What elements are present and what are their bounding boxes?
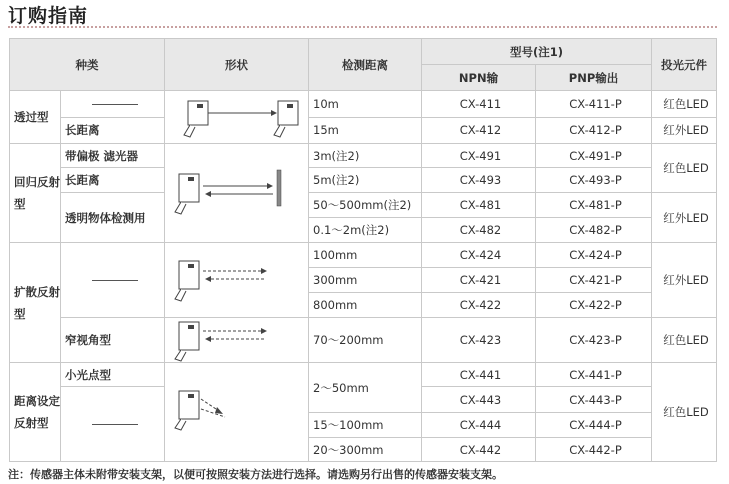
pnp-model: CX-482-P (536, 218, 652, 243)
distance-cell: 10m (309, 91, 422, 118)
emitter-cell: 红色LED (652, 91, 717, 118)
header-model: 型号(注1) (422, 39, 652, 65)
shape-through-illustration (165, 91, 309, 144)
distance-cell: 70～200mm (309, 318, 422, 363)
shape-diffuse-illustration (165, 243, 309, 318)
retro-reflective-diagram (169, 144, 309, 242)
header-type: 种类 (10, 39, 165, 91)
distance-cell: 2～50mm (309, 363, 422, 413)
diffuse-reflective-diagram (169, 243, 309, 317)
pnp-model: CX-421-P (536, 268, 652, 293)
header-shape: 形状 (165, 39, 309, 91)
npn-model: CX-443 (422, 387, 536, 413)
table-row (10, 193, 717, 218)
npn-model: CX-411 (422, 91, 536, 118)
table-row (10, 318, 717, 363)
category-retro: 回归反射型 (10, 144, 61, 243)
distance-cell: 100mm (309, 243, 422, 268)
npn-model: CX-424 (422, 243, 536, 268)
dash-mark (92, 424, 138, 425)
pnp-model: CX-422-P (536, 293, 652, 318)
table-row (10, 117, 717, 144)
npn-model: CX-423 (422, 318, 536, 363)
pnp-model: CX-442-P (536, 438, 652, 462)
shape-distance-set-illustration (165, 363, 309, 462)
distance-cell: 15m (309, 117, 422, 144)
pnp-model: CX-443-P (536, 387, 652, 413)
npn-model: CX-421 (422, 268, 536, 293)
header-npn: NPN输 (422, 65, 536, 91)
table-row (10, 168, 717, 193)
emitter-cell: 红外LED (652, 243, 717, 318)
pnp-model: CX-481-P (536, 193, 652, 218)
pnp-model: CX-493-P (536, 168, 652, 193)
npn-model: CX-441 (422, 363, 536, 387)
dash-mark (92, 280, 138, 281)
subtype-narrow-view: 窄视角型 (61, 318, 165, 363)
header-emitter: 投光元件 (652, 39, 717, 91)
distance-cell: 20～300mm (309, 438, 422, 462)
page-title: 订购指南 (8, 5, 89, 27)
distance-cell: 800mm (309, 293, 422, 318)
pnp-model: CX-412-P (536, 117, 652, 144)
through-beam-diagram (169, 91, 309, 143)
dash-mark (92, 104, 138, 105)
distance-cell: 15～100mm (309, 413, 422, 438)
npn-model: CX-491 (422, 144, 536, 168)
subtype-none (61, 387, 165, 462)
category-diffuse: 扩散反射型 (10, 243, 61, 363)
subtype-long-distance: 长距离 (61, 168, 165, 193)
pnp-model: CX-491-P (536, 144, 652, 168)
emitter-cell: 红色LED (652, 318, 717, 363)
distance-cell: 3m(注2) (309, 144, 422, 168)
table-row (10, 144, 717, 168)
narrow-view-diagram (169, 318, 309, 362)
pnp-model: CX-444-P (536, 413, 652, 438)
npn-model: CX-444 (422, 413, 536, 438)
distance-cell: 0.1～2m(注2) (309, 218, 422, 243)
pnp-model: CX-441-P (536, 363, 652, 387)
npn-model: CX-442 (422, 438, 536, 462)
distance-cell: 50～500mm(注2) (309, 193, 422, 218)
header-distance: 检测距离 (309, 39, 422, 91)
pnp-model: CX-411-P (536, 91, 652, 118)
pnp-model: CX-423-P (536, 318, 652, 363)
npn-model: CX-481 (422, 193, 536, 218)
distance-set-diagram (169, 363, 309, 461)
npn-model: CX-482 (422, 218, 536, 243)
table-row (10, 363, 717, 387)
pnp-model: CX-424-P (536, 243, 652, 268)
distance-cell: 5m(注2) (309, 168, 422, 193)
table-row (10, 243, 717, 268)
npn-model: CX-493 (422, 168, 536, 193)
category-distance-set: 距离设定反射型 (10, 363, 61, 462)
order-guide-table (9, 38, 717, 462)
subtype-none (61, 243, 165, 318)
header-pnp: PNP输出 (536, 65, 652, 91)
distance-cell: 300mm (309, 268, 422, 293)
subtype-small-spot: 小光点型 (61, 363, 165, 387)
emitter-cell: 红色LED (652, 144, 717, 193)
footnote: 注：传感器主体未附带安装支架，以便可按照安装方法进行选择。请选购另行出售的传感器安装支架。 (8, 468, 503, 481)
subtype-long-distance: 长距离 (61, 117, 165, 144)
shape-narrow-illustration (165, 318, 309, 363)
emitter-cell: 红外LED (652, 117, 717, 144)
npn-model: CX-412 (422, 117, 536, 144)
category-through: 透过型 (10, 91, 61, 144)
npn-model: CX-422 (422, 293, 536, 318)
title-divider (8, 26, 717, 28)
subtype-none (61, 91, 165, 118)
header-row (10, 39, 717, 65)
subtype-transparent-object: 透明物体检测用 (61, 193, 165, 243)
subtype-polarizing-filter: 带偏极 滤光器 (61, 144, 165, 168)
table-row (10, 91, 717, 118)
emitter-cell: 红外LED (652, 193, 717, 243)
emitter-cell: 红色LED (652, 363, 717, 462)
shape-retro-illustration (165, 144, 309, 243)
